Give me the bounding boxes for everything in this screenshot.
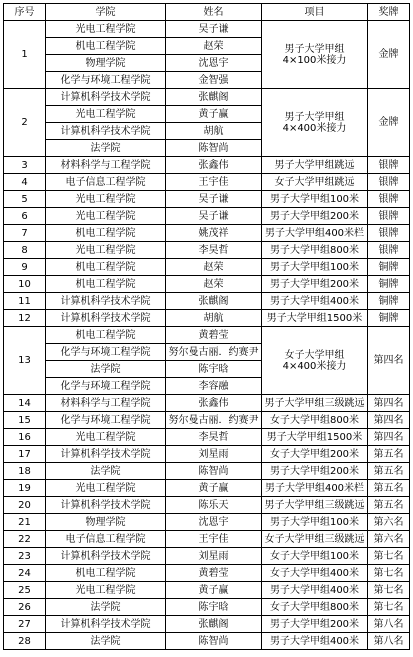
medal-cell: 银牌 [368, 208, 410, 225]
relay-event-line1: 男子大学甲组 [284, 111, 345, 123]
name-cell: 王宇佳 [166, 174, 262, 191]
college-cell: 机电工程学院 [46, 276, 166, 293]
event-cell: 男子大学甲组三级跳远 [262, 497, 368, 514]
medal-cell: 金牌 [368, 21, 410, 89]
medal-cell: 第七名 [368, 565, 410, 582]
name-cell: 陈宇晗 [166, 361, 262, 378]
name-cell: 张麒阁 [166, 616, 262, 633]
table-row [4, 582, 410, 599]
medal-cell: 第七名 [368, 599, 410, 616]
name-cell: 刘星雨 [166, 446, 262, 463]
name-cell: 陈智尚 [166, 463, 262, 480]
table-row [4, 208, 410, 225]
medal-cell: 银牌 [368, 157, 410, 174]
row-number: 15 [4, 412, 46, 429]
name-cell: 胡航 [166, 310, 262, 327]
table-row [4, 21, 410, 38]
row-number: 1 [4, 21, 46, 89]
college-cell: 电子信息工程学院 [46, 531, 166, 548]
college-cell: 材料科学与工程学院 [46, 157, 166, 174]
medal-cell: 第五名 [368, 480, 410, 497]
row-number: 7 [4, 225, 46, 242]
relay-event-line1: 男子大学甲组 [284, 43, 345, 55]
event-cell: 男子大学甲组400米 [262, 582, 368, 599]
medal-cell: 第四名 [368, 395, 410, 412]
table-row [4, 497, 410, 514]
event-cell: 男子大学甲组200米 [262, 616, 368, 633]
row-number: 11 [4, 293, 46, 310]
event-cell: 男子大学甲组800米 [262, 242, 368, 259]
row-number: 14 [4, 395, 46, 412]
row-number: 23 [4, 548, 46, 565]
event-cell: 男子大学甲组400米 [262, 293, 368, 310]
table-row [4, 191, 410, 208]
row-number: 6 [4, 208, 46, 225]
medal-cell: 第四名 [368, 429, 410, 446]
medal-cell: 第七名 [368, 582, 410, 599]
medal-results-table [3, 3, 410, 650]
table-row [4, 463, 410, 480]
college-cell: 计算机科学技术学院 [46, 293, 166, 310]
college-cell: 光电工程学院 [46, 429, 166, 446]
header-row [4, 4, 410, 21]
medal-cell: 第五名 [368, 446, 410, 463]
college-cell: 物理学院 [46, 55, 166, 72]
row-number: 16 [4, 429, 46, 446]
name-cell: 沈恩宇 [166, 514, 262, 531]
college-cell: 材料科学与工程学院 [46, 395, 166, 412]
medal-cell: 第六名 [368, 531, 410, 548]
name-cell: 黄子赢 [166, 480, 262, 497]
table-row [4, 395, 410, 412]
name-cell: 吴子谦 [166, 21, 262, 38]
table-row [4, 242, 410, 259]
table-row [4, 565, 410, 582]
name-cell: 吴子谦 [166, 208, 262, 225]
event-cell: 男子大学甲组1500米 [262, 429, 368, 446]
event-cell: 女子大学甲组800米 [262, 599, 368, 616]
table-body [4, 21, 410, 650]
table-row [4, 157, 410, 174]
college-cell: 化学与环境工程学院 [46, 72, 166, 89]
college-cell: 计算机科学技术学院 [46, 123, 166, 140]
college-cell: 计算机科学技术学院 [46, 616, 166, 633]
event-cell: 男子大学甲组1500米 [262, 310, 368, 327]
row-number: 22 [4, 531, 46, 548]
college-cell: 机电工程学院 [46, 327, 166, 344]
name-cell: 努尔曼古丽．约赛尹 [166, 344, 262, 361]
college-cell: 法学院 [46, 140, 166, 157]
college-cell: 化学与环境工程学院 [46, 378, 166, 395]
medal-cell: 银牌 [368, 225, 410, 242]
name-cell: 胡航 [166, 123, 262, 140]
event-cell: 男子大学甲组400米 [262, 633, 368, 650]
row-number: 28 [4, 633, 46, 650]
college-cell: 法学院 [46, 463, 166, 480]
table-row [4, 293, 410, 310]
row-number: 5 [4, 191, 46, 208]
medal-cell: 铜牌 [368, 259, 410, 276]
row-number: 4 [4, 174, 46, 191]
medal-cell: 铜牌 [368, 276, 410, 293]
medal-cell: 第七名 [368, 548, 410, 565]
relay-event-line1: 女子大学甲组 [284, 349, 345, 361]
row-number: 25 [4, 582, 46, 599]
college-cell: 机电工程学院 [46, 259, 166, 276]
header-name: 姓名 [166, 4, 262, 21]
table-row [4, 327, 410, 344]
college-cell: 法学院 [46, 599, 166, 616]
college-cell: 化学与环境工程学院 [46, 344, 166, 361]
name-cell: 张麒阁 [166, 89, 262, 106]
row-number: 2 [4, 89, 46, 157]
college-cell: 光电工程学院 [46, 106, 166, 123]
row-number: 20 [4, 497, 46, 514]
college-cell: 计算机科学技术学院 [46, 548, 166, 565]
college-cell: 计算机科学技术学院 [46, 89, 166, 106]
event-cell: 男子大学甲组200米 [262, 276, 368, 293]
row-number: 3 [4, 157, 46, 174]
college-cell: 计算机科学技术学院 [46, 446, 166, 463]
relay-event [262, 327, 368, 395]
table-row [4, 446, 410, 463]
event-cell: 男子大学甲组200米 [262, 463, 368, 480]
medal-cell: 银牌 [368, 242, 410, 259]
medal-cell: 第八名 [368, 633, 410, 650]
college-cell: 光电工程学院 [46, 208, 166, 225]
medal-cell: 银牌 [368, 174, 410, 191]
row-number: 9 [4, 259, 46, 276]
college-cell: 法学院 [46, 361, 166, 378]
row-number: 19 [4, 480, 46, 497]
table-row [4, 174, 410, 191]
row-number: 27 [4, 616, 46, 633]
college-cell: 电子信息工程学院 [46, 174, 166, 191]
college-cell: 机电工程学院 [46, 565, 166, 582]
medal-cell: 铜牌 [368, 310, 410, 327]
name-cell: 黄碧莹 [166, 327, 262, 344]
college-cell: 机电工程学院 [46, 38, 166, 55]
header-medal: 奖牌 [368, 4, 410, 21]
name-cell: 陈宇晗 [166, 599, 262, 616]
college-cell: 光电工程学院 [46, 582, 166, 599]
relay-event [262, 21, 368, 89]
college-cell: 机电工程学院 [46, 225, 166, 242]
table-row [4, 531, 410, 548]
row-number: 13 [4, 327, 46, 395]
table-row [4, 310, 410, 327]
college-cell: 计算机科学技术学院 [46, 497, 166, 514]
name-cell: 吴子谦 [166, 191, 262, 208]
medal-cell: 银牌 [368, 191, 410, 208]
event-cell: 男子大学甲组400米栏 [262, 480, 368, 497]
name-cell: 沈恩宇 [166, 55, 262, 72]
college-cell: 物理学院 [46, 514, 166, 531]
medal-cell: 第五名 [368, 463, 410, 480]
relay-event-line2: 4×400米接力 [282, 122, 347, 134]
college-cell: 光电工程学院 [46, 21, 166, 38]
name-cell: 陈乐天 [166, 497, 262, 514]
event-cell: 女子大学甲组100米 [262, 548, 368, 565]
event-cell: 男子大学甲组三级跳远 [262, 395, 368, 412]
table-row [4, 412, 410, 429]
table-row [4, 480, 410, 497]
event-cell: 女子大学甲组跳远 [262, 174, 368, 191]
header-event: 项目 [262, 4, 368, 21]
name-cell: 姚茂祥 [166, 225, 262, 242]
name-cell: 李容融 [166, 378, 262, 395]
event-cell: 男子大学甲组200米 [262, 208, 368, 225]
college-cell: 化学与环境工程学院 [46, 412, 166, 429]
name-cell: 赵荣 [166, 38, 262, 55]
row-number: 21 [4, 514, 46, 531]
name-cell: 赵荣 [166, 276, 262, 293]
event-cell: 女子大学甲组400米 [262, 565, 368, 582]
medal-cell: 金牌 [368, 89, 410, 157]
college-cell: 法学院 [46, 633, 166, 650]
name-cell: 努尔曼古丽．约赛尹 [166, 412, 262, 429]
medal-cell: 第四名 [368, 412, 410, 429]
header-no: 序号 [4, 4, 46, 21]
name-cell: 张鑫伟 [166, 157, 262, 174]
name-cell: 陈智尚 [166, 633, 262, 650]
table-row [4, 429, 410, 446]
medal-cell: 铜牌 [368, 293, 410, 310]
name-cell: 张鑫伟 [166, 395, 262, 412]
medal-cell: 第八名 [368, 616, 410, 633]
relay-event-line2: 4×100米接力 [282, 54, 347, 66]
name-cell: 张麒阁 [166, 293, 262, 310]
event-cell: 男子大学甲组400米栏 [262, 225, 368, 242]
table-row [4, 89, 410, 106]
row-number: 18 [4, 463, 46, 480]
header-college: 学院 [46, 4, 166, 21]
row-number: 26 [4, 599, 46, 616]
table-row [4, 259, 410, 276]
name-cell: 刘星雨 [166, 548, 262, 565]
row-number: 24 [4, 565, 46, 582]
name-cell: 黄子赢 [166, 582, 262, 599]
event-cell: 男子大学甲组100米 [262, 191, 368, 208]
medal-cell: 第五名 [368, 497, 410, 514]
name-cell: 金智强 [166, 72, 262, 89]
name-cell: 黄碧莹 [166, 565, 262, 582]
event-cell: 女子大学甲组800米 [262, 412, 368, 429]
college-cell: 光电工程学院 [46, 480, 166, 497]
event-cell: 男子大学甲组100米 [262, 259, 368, 276]
medal-cell: 第六名 [368, 514, 410, 531]
row-number: 12 [4, 310, 46, 327]
relay-event [262, 89, 368, 157]
table-row [4, 225, 410, 242]
college-cell: 光电工程学院 [46, 191, 166, 208]
college-cell: 计算机科学技术学院 [46, 310, 166, 327]
row-number: 17 [4, 446, 46, 463]
name-cell: 陈智尚 [166, 140, 262, 157]
name-cell: 王宇佳 [166, 531, 262, 548]
table-row [4, 633, 410, 650]
name-cell: 李昊哲 [166, 242, 262, 259]
table-row [4, 548, 410, 565]
row-number: 10 [4, 276, 46, 293]
name-cell: 赵荣 [166, 259, 262, 276]
table-row [4, 514, 410, 531]
table-row [4, 599, 410, 616]
table-row [4, 616, 410, 633]
event-cell: 男子大学甲组100米 [262, 514, 368, 531]
event-cell: 男子大学甲组跳远 [262, 157, 368, 174]
table-row [4, 276, 410, 293]
name-cell: 黄子赢 [166, 106, 262, 123]
row-number: 8 [4, 242, 46, 259]
name-cell: 李昊哲 [166, 429, 262, 446]
event-cell: 女子大学甲组200米 [262, 446, 368, 463]
event-cell: 女子大学甲组三级跳远 [262, 531, 368, 548]
medal-cell: 第四名 [368, 327, 410, 395]
relay-event-line2: 4×400米接力 [282, 360, 347, 372]
college-cell: 光电工程学院 [46, 242, 166, 259]
